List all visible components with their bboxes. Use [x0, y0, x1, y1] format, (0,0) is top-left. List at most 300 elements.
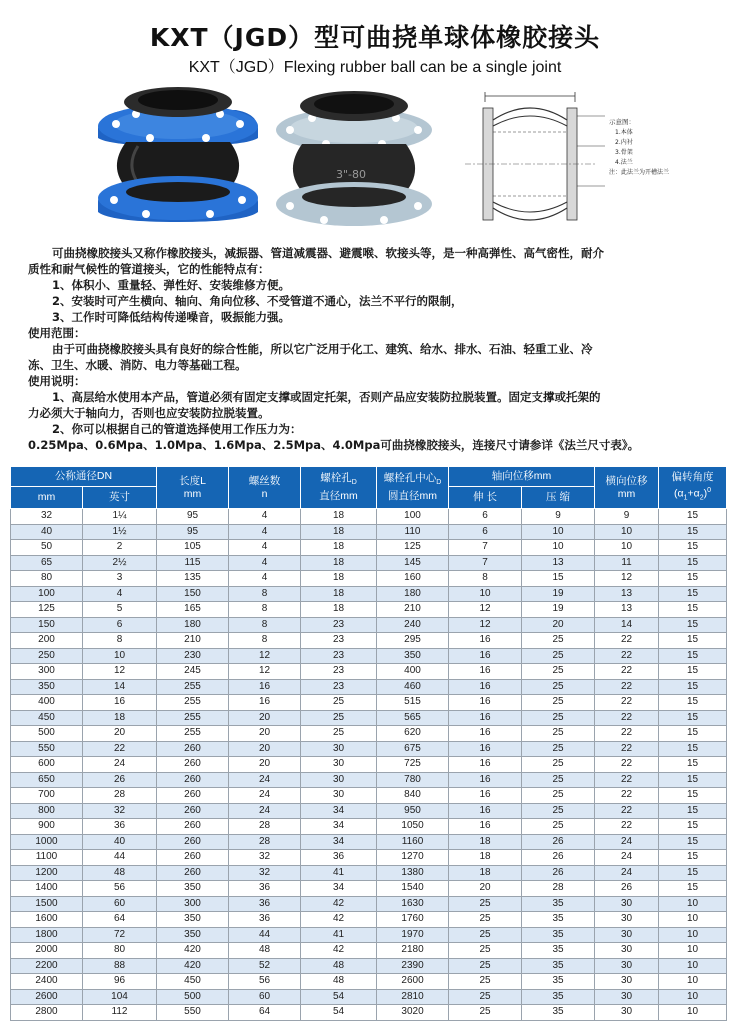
table-cell: 4 [83, 586, 157, 602]
table-cell: 95 [157, 524, 229, 540]
table-row [11, 571, 727, 587]
page-subtitle: KXT（JGD）Flexing rubber ball can be a single joint [188, 59, 562, 76]
table-cell: 420 [157, 958, 229, 974]
table-cell: 12 [595, 571, 659, 587]
table-cell: 210 [377, 602, 449, 618]
table-cell: 32 [229, 850, 301, 866]
header-lateral: 横向位移 mm [595, 467, 659, 509]
table-cell: 24 [229, 803, 301, 819]
table-cell: 8 [83, 633, 157, 649]
table-cell: 26 [522, 834, 595, 850]
table-cell: 255 [157, 726, 229, 742]
table-cell: 26 [522, 850, 595, 866]
table-cell: 600 [11, 757, 83, 773]
table-cell: 19 [522, 602, 595, 618]
table-cell: 18 [449, 865, 522, 881]
photo-label: 3"-80 [336, 168, 367, 181]
table-cell: 10 [522, 540, 595, 556]
table-row [11, 912, 727, 928]
table-cell: 4 [229, 540, 301, 556]
table-cell: 18 [301, 602, 377, 618]
table-cell: 30 [595, 896, 659, 912]
usage-line: 0.25Mpa、0.6Mpa、1.0Mpa、1.6Mpa、2.5Mpa、4.0Mpa可曲挠橡胶接头，连接尺寸请参详《法兰尺寸表》。 [28, 438, 640, 452]
table-cell: 10 [659, 1005, 727, 1021]
table-cell: 6 [449, 509, 522, 525]
table-cell: 30 [595, 989, 659, 1005]
table-cell: 15 [659, 726, 727, 742]
table-cell: 700 [11, 788, 83, 804]
table-cell: 16 [449, 803, 522, 819]
table-cell: 15 [659, 695, 727, 711]
table-cell: 260 [157, 788, 229, 804]
table-cell: 22 [595, 695, 659, 711]
table-cell: 11 [595, 555, 659, 571]
table-cell: 18 [301, 540, 377, 556]
table-cell: 110 [377, 524, 449, 540]
table-cell: 8 [229, 617, 301, 633]
table-row [11, 586, 727, 602]
table-cell: 15 [659, 571, 727, 587]
table-cell: 25 [522, 741, 595, 757]
table-cell: 112 [83, 1005, 157, 1021]
table-cell: 32 [83, 803, 157, 819]
table-cell: 23 [301, 617, 377, 633]
table-cell: 23 [301, 633, 377, 649]
table-cell: 15 [659, 633, 727, 649]
table-cell: 100 [377, 509, 449, 525]
table-cell: 675 [377, 741, 449, 757]
table-cell: 30 [595, 943, 659, 959]
table-cell: 25 [449, 943, 522, 959]
table-cell: 18 [301, 571, 377, 587]
table-cell: 18 [83, 710, 157, 726]
table-cell: 14 [595, 617, 659, 633]
table-row [11, 555, 727, 571]
table-cell: 48 [229, 943, 301, 959]
table-cell: 6 [83, 617, 157, 633]
table-cell: 36 [229, 896, 301, 912]
scope-line: 由于可曲挠橡胶接头具有良好的综合性能，所以它广泛用于化工、建筑、给水、排水、石油、轻重工业、冷 [52, 342, 593, 356]
table-cell: 9 [595, 509, 659, 525]
table-cell: 125 [377, 540, 449, 556]
header-bolts: 螺丝数 n [229, 467, 301, 509]
table-cell: 15 [659, 648, 727, 664]
table-cell: 88 [83, 958, 157, 974]
table-cell: 3 [83, 571, 157, 587]
header-mm: mm [11, 487, 83, 509]
table-cell: 42 [301, 943, 377, 959]
table-cell: 25 [522, 633, 595, 649]
table-cell: 255 [157, 710, 229, 726]
table-cell: 20 [229, 741, 301, 757]
table-cell: 18 [449, 850, 522, 866]
table-cell: 25 [522, 679, 595, 695]
table-cell: 42 [301, 912, 377, 928]
table-cell: 30 [301, 757, 377, 773]
table-cell: 10 [659, 912, 727, 928]
intro-line: 质性和耐气候性的管道接头，它的性能特点有： [28, 262, 270, 276]
table-cell: 28 [229, 819, 301, 835]
table-cell: 60 [229, 989, 301, 1005]
table-cell: 515 [377, 695, 449, 711]
table-cell: 35 [522, 943, 595, 959]
table-cell: 25 [449, 896, 522, 912]
table-cell: 44 [229, 927, 301, 943]
table-row [11, 834, 727, 850]
table-cell: 16 [449, 772, 522, 788]
table-cell: 16 [229, 695, 301, 711]
table-cell: 450 [11, 710, 83, 726]
table-cell: 10 [595, 524, 659, 540]
table-cell: 30 [595, 927, 659, 943]
header-axial: 轴向位移mm [449, 467, 595, 487]
table-cell: 22 [595, 819, 659, 835]
table-cell: 16 [83, 695, 157, 711]
table-cell: 210 [157, 633, 229, 649]
table-cell: 15 [659, 617, 727, 633]
table-cell: 20 [83, 726, 157, 742]
table-cell: 1380 [377, 865, 449, 881]
table-cell: 2000 [11, 943, 83, 959]
table-cell: 260 [157, 850, 229, 866]
table-cell: 15 [659, 865, 727, 881]
legend-item: 4.法兰 [615, 159, 633, 166]
table-cell: 25 [522, 803, 595, 819]
table-cell: 15 [659, 710, 727, 726]
table-cell: 295 [377, 633, 449, 649]
table-cell: 230 [157, 648, 229, 664]
feature-item: 3、工作时可降低结构传递噪音，吸振能力强。 [52, 310, 290, 324]
table-cell: 14 [83, 679, 157, 695]
table-cell: 16 [229, 679, 301, 695]
header-compression: 压 缩 [522, 487, 595, 509]
table-cell: 64 [229, 1005, 301, 1021]
table-cell: 2810 [377, 989, 449, 1005]
cross-section-diagram [455, 86, 695, 234]
table-cell: 10 [522, 524, 595, 540]
table-cell: 30 [301, 741, 377, 757]
table-cell: 260 [157, 819, 229, 835]
table-cell: 24 [229, 772, 301, 788]
table-row [11, 896, 727, 912]
table-cell: 34 [301, 834, 377, 850]
table-cell: 245 [157, 664, 229, 680]
table-row [11, 633, 727, 649]
table-cell: 22 [595, 664, 659, 680]
table-cell: 25 [522, 664, 595, 680]
table-cell: 260 [157, 772, 229, 788]
page-title: KXT（JGD）型可曲挠单球体橡胶接头 [149, 23, 601, 52]
table-cell: 255 [157, 695, 229, 711]
table-cell: 13 [595, 586, 659, 602]
table-cell: 25 [522, 726, 595, 742]
table-cell: 16 [449, 741, 522, 757]
table-cell: 160 [377, 571, 449, 587]
table-cell: 1050 [377, 819, 449, 835]
table-row [11, 524, 727, 540]
table-row [11, 602, 727, 618]
table-cell: 15 [659, 555, 727, 571]
table-cell: 36 [83, 819, 157, 835]
table-cell: 16 [449, 726, 522, 742]
table-cell: 80 [11, 571, 83, 587]
table-cell: 20 [229, 710, 301, 726]
feature-item: 2、安装时可产生横向、轴向、角向位移、不受管道不通心，法兰不平行的限制， [52, 294, 463, 308]
table-row [11, 989, 727, 1005]
table-cell: 36 [229, 912, 301, 928]
header-extension: 伸 长 [449, 487, 522, 509]
table-cell: 2400 [11, 974, 83, 990]
table-cell: 16 [449, 648, 522, 664]
table-cell: 1630 [377, 896, 449, 912]
table-cell: 52 [229, 958, 301, 974]
spec-table-body [11, 509, 727, 1021]
table-cell: 23 [301, 679, 377, 695]
table-cell: 8 [229, 586, 301, 602]
table-cell: 13 [595, 602, 659, 618]
table-row [11, 679, 727, 695]
header-center-diameter: 螺栓孔中心$_D$ 圆直径mm [377, 467, 449, 509]
table-cell: 15 [659, 586, 727, 602]
table-cell: 10 [659, 974, 727, 990]
table-cell: 25 [449, 1005, 522, 1021]
table-cell: 260 [157, 757, 229, 773]
table-cell: 15 [659, 850, 727, 866]
table-cell: 550 [157, 1005, 229, 1021]
table-cell: 15 [522, 571, 595, 587]
table-cell: 4 [229, 509, 301, 525]
table-cell: 650 [11, 772, 83, 788]
table-cell: 18 [449, 834, 522, 850]
table-cell: 80 [83, 943, 157, 959]
table-cell: 35 [522, 989, 595, 1005]
table-cell: 150 [157, 586, 229, 602]
table-cell: 350 [11, 679, 83, 695]
scope-heading: 使用范围： [28, 326, 86, 340]
table-row [11, 927, 727, 943]
table-cell: 2½ [83, 555, 157, 571]
table-cell: 12 [449, 617, 522, 633]
table-cell: 28 [229, 834, 301, 850]
table-cell: 22 [595, 741, 659, 757]
table-cell: 1¼ [83, 509, 157, 525]
table-cell: 15 [659, 679, 727, 695]
table-cell: 2200 [11, 958, 83, 974]
table-cell: 25 [301, 710, 377, 726]
table-cell: 50 [11, 540, 83, 556]
table-cell: 2390 [377, 958, 449, 974]
table-cell: 500 [157, 989, 229, 1005]
table-cell: 41 [301, 927, 377, 943]
table-cell: 25 [449, 974, 522, 990]
table-cell: 16 [449, 757, 522, 773]
table-cell: 300 [157, 896, 229, 912]
table-cell: 1800 [11, 927, 83, 943]
product-photos [86, 84, 456, 234]
table-row [11, 695, 727, 711]
table-cell: 25 [449, 927, 522, 943]
table-cell: 780 [377, 772, 449, 788]
table-cell: 1160 [377, 834, 449, 850]
table-cell: 260 [157, 834, 229, 850]
legend-item: 2.内衬 [615, 139, 633, 146]
table-cell: 450 [157, 974, 229, 990]
table-cell: 24 [595, 850, 659, 866]
table-cell: 2 [83, 540, 157, 556]
table-cell: 7 [449, 540, 522, 556]
table-cell: 350 [157, 927, 229, 943]
table-cell: 1½ [83, 524, 157, 540]
table-row [11, 881, 727, 897]
table-cell: 4 [229, 524, 301, 540]
table-cell: 200 [11, 633, 83, 649]
table-cell: 18 [301, 509, 377, 525]
table-cell: 12 [229, 664, 301, 680]
table-cell: 350 [377, 648, 449, 664]
table-row [11, 757, 727, 773]
table-row [11, 710, 727, 726]
table-cell: 20 [449, 881, 522, 897]
table-cell: 25 [301, 695, 377, 711]
table-cell: 16 [449, 788, 522, 804]
table-cell: 350 [157, 912, 229, 928]
table-cell: 350 [157, 881, 229, 897]
table-cell: 20 [229, 757, 301, 773]
table-cell: 165 [157, 602, 229, 618]
table-cell: 150 [11, 617, 83, 633]
table-cell: 25 [449, 958, 522, 974]
table-cell: 60 [83, 896, 157, 912]
table-cell: 10 [595, 540, 659, 556]
table-row [11, 741, 727, 757]
table-cell: 10 [449, 586, 522, 602]
table-cell: 16 [449, 695, 522, 711]
table-cell: 22 [595, 633, 659, 649]
table-cell: 12 [83, 664, 157, 680]
table-cell: 15 [659, 664, 727, 680]
table-cell: 35 [522, 974, 595, 990]
table-cell: 48 [301, 958, 377, 974]
table-cell: 2600 [377, 974, 449, 990]
table-cell: 15 [659, 881, 727, 897]
table-cell: 64 [83, 912, 157, 928]
table-cell: 95 [157, 509, 229, 525]
table-cell: 1500 [11, 896, 83, 912]
table-cell: 15 [659, 819, 727, 835]
table-cell: 840 [377, 788, 449, 804]
table-cell: 34 [301, 803, 377, 819]
table-cell: 2800 [11, 1005, 83, 1021]
table-cell: 725 [377, 757, 449, 773]
legend-item: 1.本体 [615, 129, 633, 136]
usage-heading: 使用说明： [28, 374, 86, 388]
table-cell: 34 [301, 819, 377, 835]
header-hole-diameter: 螺栓孔$_D$ 直径mm [301, 467, 377, 509]
feature-item: 1、体积小、重量轻、弹性好、安装维修方便。 [52, 278, 290, 292]
table-cell: 10 [83, 648, 157, 664]
table-cell: 4 [229, 555, 301, 571]
table-cell: 565 [377, 710, 449, 726]
table-cell: 15 [659, 788, 727, 804]
table-cell: 30 [595, 958, 659, 974]
table-cell: 41 [301, 865, 377, 881]
table-cell: 12 [229, 648, 301, 664]
table-cell: 500 [11, 726, 83, 742]
table-cell: 18 [301, 555, 377, 571]
table-cell: 23 [301, 648, 377, 664]
table-cell: 10 [659, 989, 727, 1005]
table-cell: 550 [11, 741, 83, 757]
table-cell: 30 [301, 788, 377, 804]
table-cell: 18 [301, 586, 377, 602]
table-cell: 12 [449, 602, 522, 618]
table-cell: 24 [229, 788, 301, 804]
table-cell: 7 [449, 555, 522, 571]
table-cell: 22 [595, 710, 659, 726]
table-cell: 135 [157, 571, 229, 587]
table-cell: 16 [449, 710, 522, 726]
blue-joint-photo [98, 87, 258, 222]
table-row [11, 850, 727, 866]
usage-line: 1、高层给水使用本产品，管道必须有固定支撑或固定托架，否则产品应安装防拉脱装置。固定支撑或托架的 [52, 390, 601, 404]
table-cell: 105 [157, 540, 229, 556]
table-cell: 2600 [11, 989, 83, 1005]
table-cell: 25 [522, 819, 595, 835]
table-cell: 15 [659, 834, 727, 850]
table-cell: 260 [157, 741, 229, 757]
table-cell: 48 [301, 974, 377, 990]
table-cell: 25 [449, 989, 522, 1005]
usage-line: 力必须大于轴向力，否则也应安装防拉脱装置。 [28, 406, 270, 420]
header-angle: 偏转角度 $(\alpha_1+\alpha_2)^0$ [659, 467, 727, 509]
table-cell: 56 [229, 974, 301, 990]
table-cell: 10 [659, 927, 727, 943]
table-row [11, 788, 727, 804]
table-cell: 24 [595, 865, 659, 881]
table-cell: 35 [522, 958, 595, 974]
table-cell: 25 [522, 788, 595, 804]
usage-line: 2、你可以根据自己的管道选择使用工作压力为： [52, 422, 302, 436]
table-cell: 35 [522, 927, 595, 943]
table-cell: 22 [595, 803, 659, 819]
table-row [11, 540, 727, 556]
table-cell: 22 [595, 679, 659, 695]
header-inch: 英寸 [83, 487, 157, 509]
table-cell: 1270 [377, 850, 449, 866]
table-cell: 180 [377, 586, 449, 602]
table-cell: 54 [301, 989, 377, 1005]
table-cell: 32 [11, 509, 83, 525]
table-cell: 42 [301, 896, 377, 912]
table-cell: 5 [83, 602, 157, 618]
table-cell: 1100 [11, 850, 83, 866]
cross-section-drawing [455, 86, 695, 234]
table-cell: 13 [522, 555, 595, 571]
table-cell: 620 [377, 726, 449, 742]
table-cell: 44 [83, 850, 157, 866]
table-cell: 15 [659, 772, 727, 788]
table-cell: 54 [301, 1005, 377, 1021]
intro-line: 可曲挠橡胶接头又称作橡胶接头，减振器、管道减震器、避震喉、软接头等，是一种高弹性、高气密性，耐介 [52, 246, 604, 260]
header-length: 长度L mm [157, 467, 229, 509]
table-cell: 22 [595, 788, 659, 804]
table-cell: 25 [301, 726, 377, 742]
table-cell: 22 [83, 741, 157, 757]
table-cell: 36 [301, 850, 377, 866]
table-cell: 30 [595, 1005, 659, 1021]
table-cell: 24 [595, 834, 659, 850]
legend-note: 注：此法兰为开槽法兰 [609, 169, 670, 176]
